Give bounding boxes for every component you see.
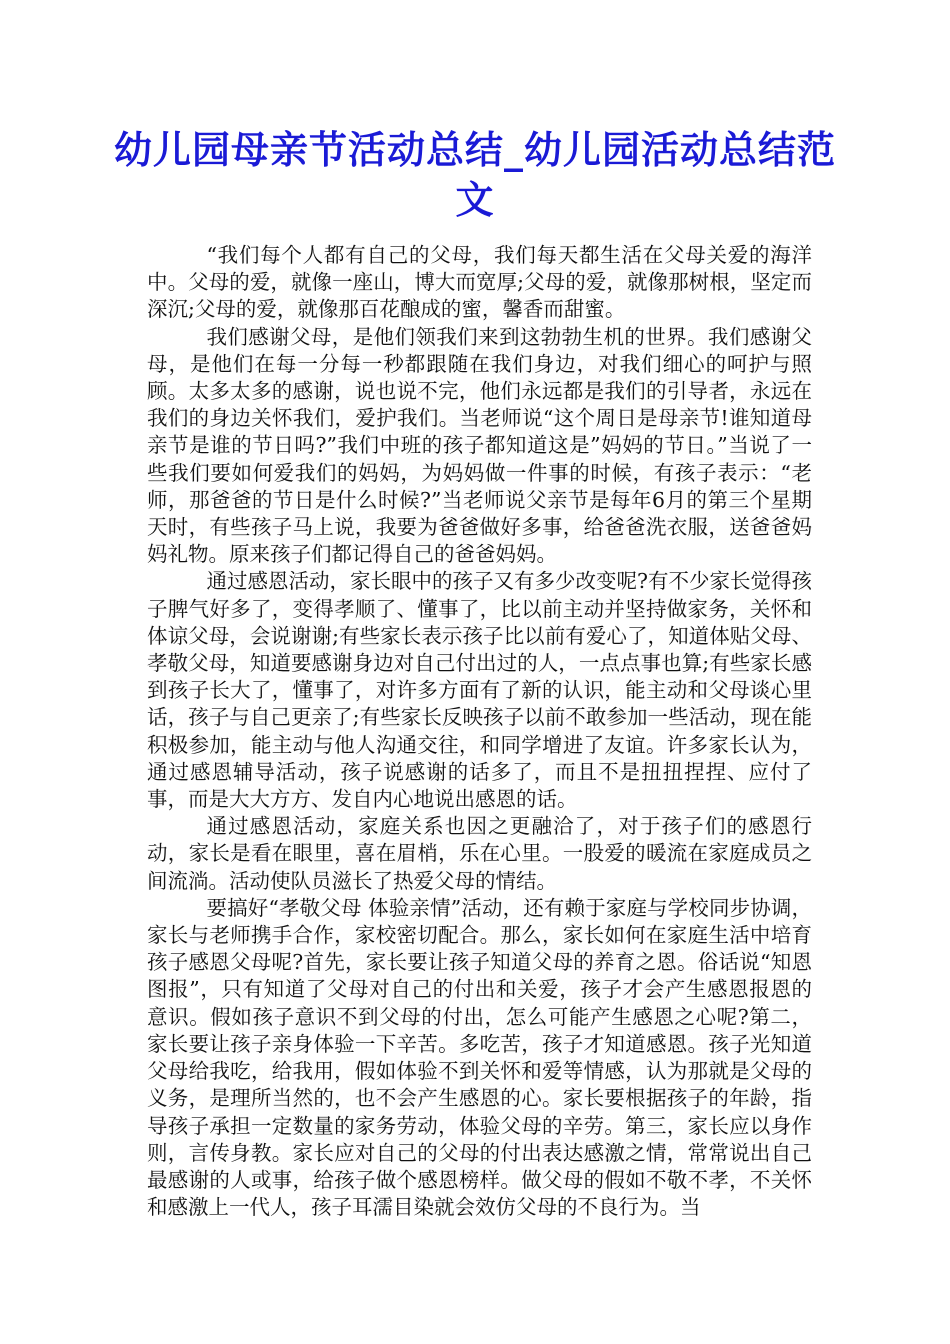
document-title: 幼儿园母亲节活动总结_幼儿园活动总结范文 <box>113 127 836 222</box>
paragraph: 通过感恩活动，家庭关系也因之更融洽了，对于孩子们的感恩行动，家长是看在眼里，喜在眉梢，乐在心里。一股爱的暖流在家庭成员之间流淌。活动使队员滋长了热爱父母的情结。 <box>147 814 812 893</box>
paragraph: 要搞好“孝敬父母 体验亲情”活动，还有赖于家庭与学校同步协调，家长与老师携手合作，家校密切配合。那么，家长如何在家庭生活中培育孩子感恩父母呢?首先，家长要让孩子知道父母的养育之恩。俗话说“知恩图报”，只有知道了父母对自己的付出和关爱，孩子才会产生感恩报恩的意识。假如孩子意识不到父母的付出，怎么可能产生感恩之心呢?第二，家长要让孩子亲身体验一下辛苦。多吃苦，孩子才知道感恩。孩子光知道父母给我吃，给我用，假如体验不到关怀和爱等情感，认为那就是父母的义务，是理所当然的，也不会产生感恩的心。家长要根据孩子的年龄，指导孩子承担一定数量的家务劳动，体验父母的辛劳。第三，家长应以身作则，言传身教。家长应对自己的父母的付出表达感激之情，常常说出自己最感谢的人或事，给孩子做个感恩榜样。做父母的假如不敬不孝，不关怀和感激上一代人，孩子耳濡目染就会效仿父母的不良行为。当 <box>147 895 812 1220</box>
paragraph: “我们每个人都有自己的父母，我们每天都生活在父母关爱的海洋中。父母的爱，就像一座山，博大而宽厚;父母的爱，就像那树根，坚定而深沉;父母的爱，就像那百花酿成的蜜，馨香而甜蜜。 <box>147 243 812 322</box>
paragraph: 通过感恩活动，家长眼中的孩子又有多少改变呢?有不少家长觉得孩子脾气好多了，变得孝顺了、懂事了，比以前主动并坚持做家务，关怀和体谅父母，会说谢谢;有些家长表示孩子比以前有爱心了，知道体贴父母、孝敬父母，知道要感谢身边对自己付出过的人，一点点事也算;有些家长感到孩子长大了，懂事了，对许多方面有了新的认识，能主动和父母谈心里话，孩子与自己更亲了;有些家长反映孩子以前不敢参加一些活动，现在能积极参加，能主动与他人沟通交往，和同学增进了友谊。许多家长认为，通过感恩辅导活动，孩子说感谢的话多了，而且不是扭扭捏捏、应付了事，而是大大方方、发自内心地说出感恩的话。 <box>147 569 812 812</box>
document-body <box>147 242 812 1221</box>
paragraph: 我们感谢父母，是他们领我们来到这勃勃生机的世界。我们感谢父母，是他们在每一分每一秒都跟随在我们身边，对我们细心的呵护与照顾。太多太多的感谢，说也说不完，他们永远都是我们的引导者，永远在我们的身边关怀我们，爱护我们。当老师说“这个周日是母亲节!谁知道母亲节是谁的节日吗?”我们中班的孩子都知道这是”妈妈的节日。”当说了一些我们要如何爱我们的妈妈，为妈妈做一件事的时候，有孩子表示：“老师，那爸爸的节日是什么时候?”当老师说父亲节是每年6月的第三个星期天时，有些孩子马上说，我要为爸爸做好多事，给爸爸洗衣服，送爸爸妈妈礼物。原来孩子们都记得自己的爸爸妈妈。 <box>147 324 812 567</box>
